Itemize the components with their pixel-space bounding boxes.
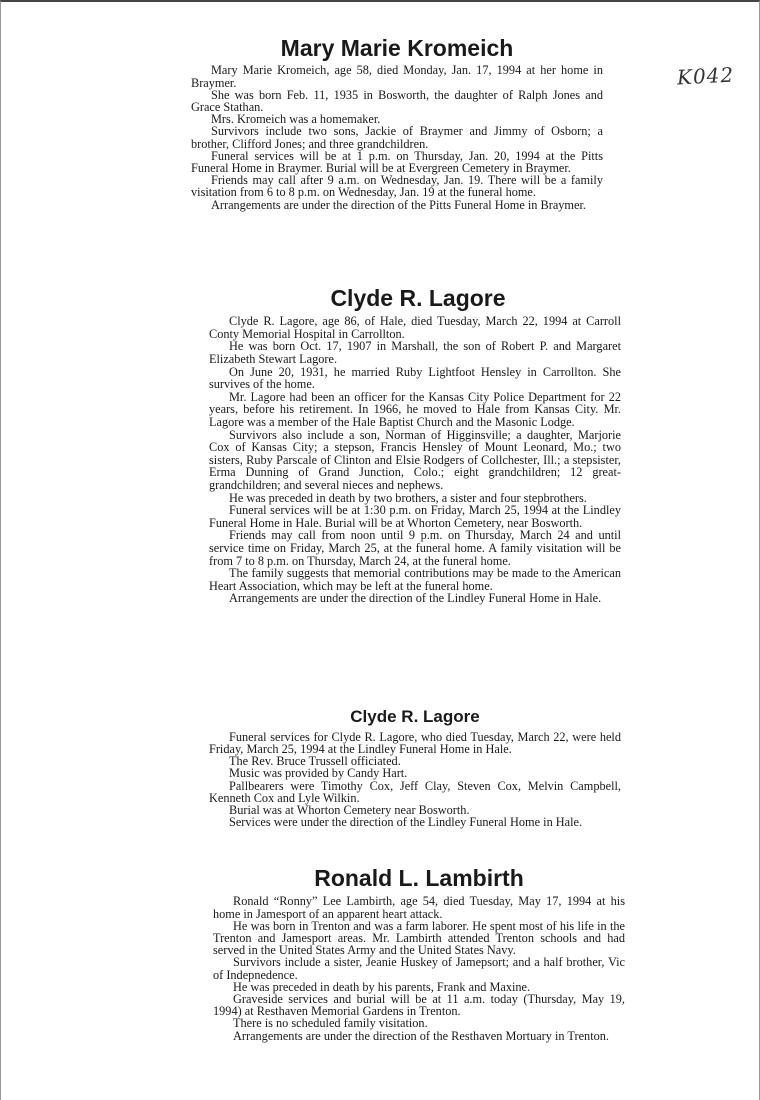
- obituary-heading: Ronald L. Lambirth: [314, 865, 524, 891]
- obituary-paragraph: Mr. Lagore had been an officer for the Kansas City Police Department for 22 years, before his retirement. In 1966, he moved to Hale from Kansas City. Mr. Lagore was a member of the Hale Baptist Church and the Masonic Lodge.: [209, 389, 621, 430]
- obituary-heading: Clyde R. Lagore: [350, 707, 480, 726]
- obituary-paragraph: Services were under the direction of the Lindley Funeral Home in Hale.: [229, 815, 583, 830]
- obituary-paragraph: Clyde R. Lagore, age 86, of Hale, died Tuesday, March 22, 1994 at Carroll Conty Memorial Hospital in Carrollton.: [209, 314, 621, 341]
- obituary-paragraph: Funeral services will be at 1 p.m. on Thursday, Jan. 20, 1994 at the Pitts Funeral Home in Braymer. Burial will be at Evergreen Cemetery in Braymer.: [191, 148, 603, 175]
- obituary-paragraph: There is no scheduled family visitation.: [233, 1016, 428, 1031]
- obituary-paragraph: On June 20, 1931, he married Ruby Lightfoot Hensley in Carrollton. She survives of the home.: [209, 364, 621, 392]
- obituary-paragraph: Arrangements are under the direction of the Pitts Funeral Home in Braymer.: [211, 197, 586, 212]
- obituary-paragraph: Arrangements are under the direction of the Resthaven Mortuary in Trenton.: [233, 1028, 609, 1043]
- obituary-paragraph: Pallbearers were Timothy Cox, Jeff Clay, Steven Cox, Melvin Campbell, Kenneth Cox and Lyle Wilkin.: [209, 778, 621, 805]
- obituary-paragraph: The family suggests that memorial contributions may be made to the American Heart Association, which may be left at the funeral home.: [209, 566, 621, 593]
- obituary-paragraph: Graveside services and burial will be at 11 a.m. today (Thursday, May 19, 1994) at Resthaven Memorial Gardens in Trenton.: [213, 991, 625, 1019]
- obituary-paragraph: Ronald “Ronny” Lee Lambirth, age 54, died Tuesday, May 17, 1994 at his home in Jamesport of an apparent heart attack.: [213, 894, 625, 921]
- obituary-heading: Mary Marie Kromeich: [280, 35, 514, 61]
- obituary-heading: Clyde R. Lagore: [330, 285, 506, 311]
- obituary-paragraph: The Rev. Bruce Trussell officiated.: [229, 754, 401, 769]
- obituary-paragraph: He was born in Trenton and was a farm laborer. He spent most of his life in the Trenton and Jamesport areas. Mr. Lambirth attended Trenton schools and had served in the United States Army and the United States Navy.: [213, 918, 625, 958]
- obituary-paragraph: Funeral services for Clyde R. Lagore, who died Tuesday, March 22, were held Friday, March 25, 1994 at the Lindley Funeral Home in Hale.: [209, 729, 621, 756]
- obituary-paragraph: Friends may call after 9 a.m. on Wednesday, Jan. 19. There will be a family visitation from 6 to 8 p.m. on Wednesday, Jan. 19 at the funeral home.: [191, 173, 603, 200]
- obituary-lambirth: [213, 866, 625, 1042]
- obituary-kromeich: [191, 36, 603, 211]
- obituary-paragraph: Arrangements are under the direction of the Lindley Funeral Home in Hale.: [229, 591, 602, 606]
- obituary-paragraph: He was preceded in death by his parents, Frank and Maxine.: [233, 979, 531, 994]
- obituary-paragraph: Mary Marie Kromeich, age 58, died Monday, Jan. 17, 1994 at her home in Braymer.: [191, 63, 603, 90]
- obituary-lagore: [209, 286, 621, 605]
- obituary-paragraph: He was born Oct. 17, 1907 in Marshall, the son of Robert P. and Margaret Elizabeth Stewart Lagore.: [209, 339, 621, 367]
- obituary-lagore-services: [209, 708, 621, 828]
- obituary-paragraph: Music was provided by Candy Hart.: [229, 766, 408, 781]
- obituary-paragraph: Funeral services will be at 1:30 p.m. on Friday, March 25, 1994 at the Lindley Funeral Home in Hale. Burial will be at Whorton Cemetery, near Bosworth.: [209, 503, 621, 530]
- obituary-paragraph: Survivors also include a son, Norman of Higginsville; a daughter, Marjorie Cox of Kansas City; a stepson, Francis Hensley of Mount Leonard, Mo.; two sisters, Ruby Parscale of Clinton and Elsie Rodgers of Collchester, Ill.; a stepsister, Erma Dunning of Grand Junction, Colo.; eight grandchildren; 12 great-grandchildren; and several nieces and nephews.: [209, 427, 621, 493]
- obituary-paragraph: She was born Feb. 11, 1935 in Bosworth, the daughter of Ralph Jones and Grace Stathan.: [191, 87, 603, 114]
- archive-mark: K042: [676, 62, 735, 90]
- obituary-paragraph: Mrs. Kromeich was a homemaker.: [211, 112, 381, 127]
- obituary-paragraph: Survivors include two sons, Jackie of Braymer and Jimmy of Osborn; a brother, Clifford Jones; and three grandchildren.: [191, 124, 603, 151]
- obituary-paragraph: Survivors include a sister, Jeanie Huskey of Jamepsort; and a half brother, Vic of Indepnedence.: [213, 955, 625, 982]
- obituary-paragraph: Burial was at Whorton Cemetery near Bosworth.: [229, 802, 470, 817]
- obituary-paragraph: Friends may call from noon until 9 p.m. on Thursday, March 24 and until service time on Friday, March 25, at the funeral home. A family visitation will be from 7 to 8 p.m. on Thursday, March 24, at the funeral home.: [209, 528, 621, 568]
- obituary-paragraph: He was preceded in death by two brothers, a sister and four stepbrothers.: [229, 490, 587, 505]
